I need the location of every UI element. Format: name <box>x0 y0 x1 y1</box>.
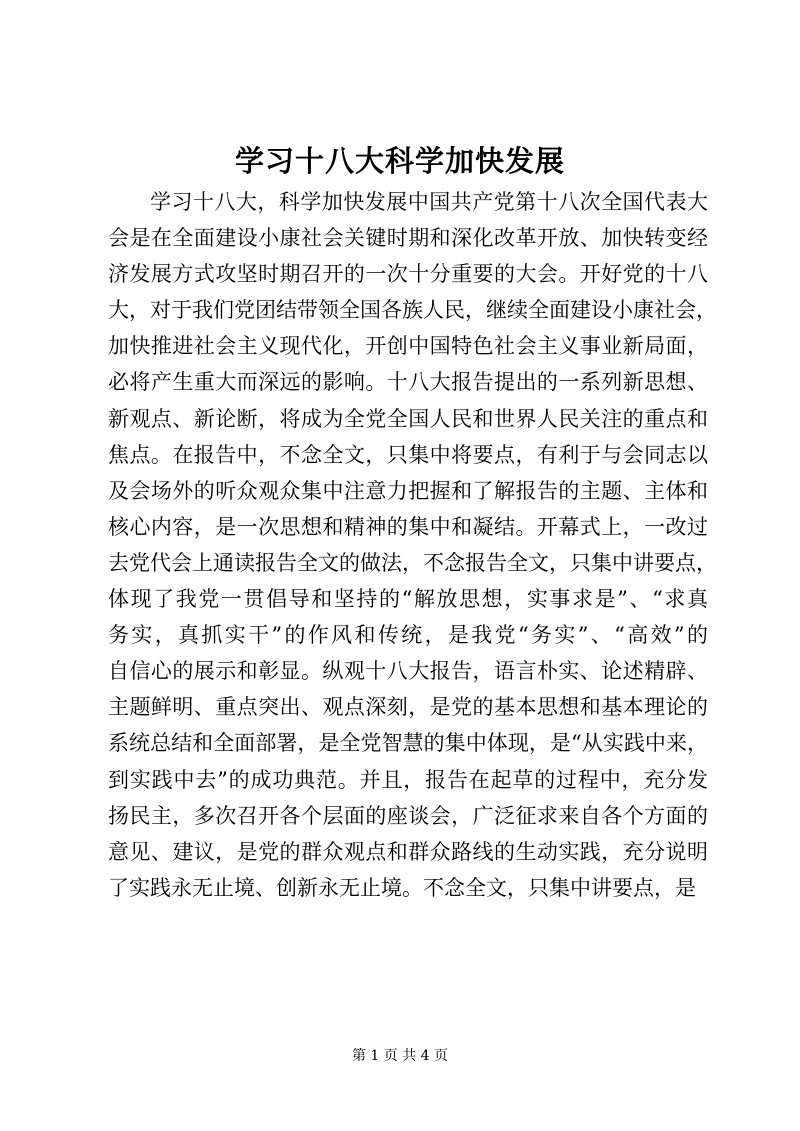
text-line: 去党代会上通读报告全文的做法，不念报告全文，只集中讲要点， <box>108 550 717 575</box>
text-line: 了实践永无止境、创新永无止境。不念全文，只集中讲要点，是 <box>108 875 696 900</box>
text-line: 济发展方式攻坚时期召开的一次十分重要的大会。开好党的十八 <box>108 262 708 287</box>
text-line: 主题鲜明、重点突出、观点深刻，是党的基本思想和基本理论的 <box>108 695 708 720</box>
text-line: 及会场外的听众观众集中注意力把握和了解报告的主题、主体和 <box>108 478 708 503</box>
text-line: 大，对于我们党团结带领全国各族人民，继续全面建设小康社会， <box>108 298 717 323</box>
text-line: 扬民主，多次召开各个层面的座谈会，广泛征求来自各个方面的 <box>108 803 708 828</box>
text-line: 到实践中去”的成功典范。并且，报告在起草的过程中，充分发 <box>108 767 708 792</box>
text-line: 务实，真抓实干”的作风和传统，是我党“务实”、“高效”的 <box>108 623 708 648</box>
text-line: 焦点。在报告中，不念全文，只集中将要点，有利于与会同志以 <box>108 442 708 467</box>
text-line: 加快推进社会主义现代化，开创中国特色社会主义事业新局面， <box>108 334 708 359</box>
text-line: 体现了我党一贯倡导和坚持的“解放思想，实事求是”、“求真 <box>108 587 708 612</box>
text-line: 意见、建议，是党的群众观点和群众路线的生动实践，充分说明 <box>108 839 708 864</box>
text-line: 核心内容，是一次思想和精神的集中和凝结。开幕式上，一改过 <box>108 514 708 539</box>
text-line: 学习十八大，科学加快发展中国共产党第十八次全国代表大 <box>150 190 708 214</box>
text-line: 新观点、新论断，将成为全党全国人民和世界人民关注的重点和 <box>108 406 708 431</box>
text-line: 会是在全面建设小康社会关键时期和深化改革开放、加快转变经 <box>108 226 708 251</box>
text-line: 自信心的展示和彰显。纵观十八大报告，语言朴实、论述精辟、 <box>108 659 708 684</box>
text-line: 系统总结和全面部署，是全党智慧的集中体现，是“从实践中来， <box>108 731 708 756</box>
document-body <box>108 184 717 906</box>
text-line: 必将产生重大而深远的影响。十八大报告提出的一系列新思想、 <box>108 370 708 395</box>
page-number-footer: 第 1 页 共 4 页 <box>351 1048 449 1064</box>
document-title: 学习十八大科学加快发展 <box>234 144 565 178</box>
